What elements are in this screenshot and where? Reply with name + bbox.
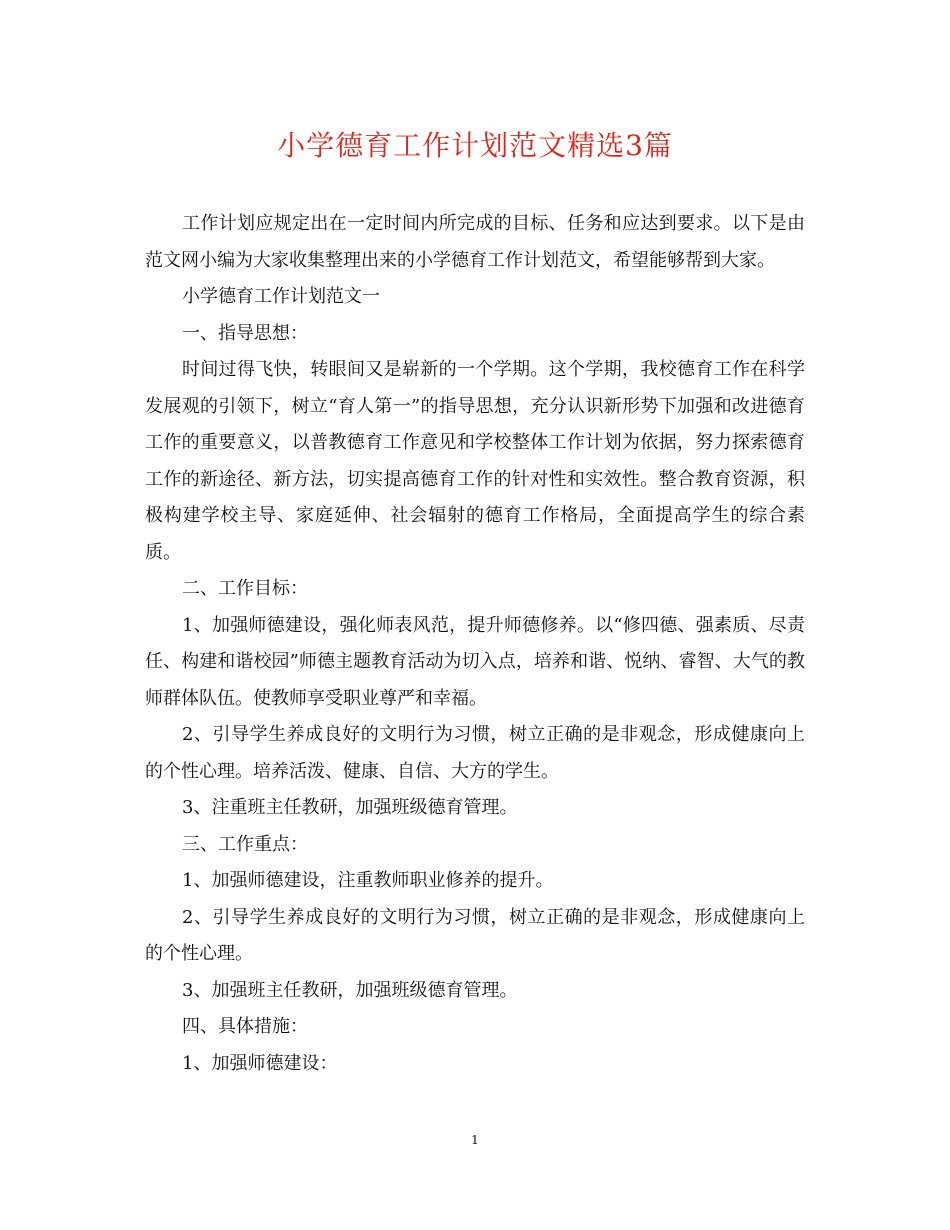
goal-item-2: 2、引导学生养成良好的文明行为习惯，树立正确的是非观念，形成健康向上的个性心理。培养活泼、健康、自信、大方的学生。	[145, 724, 805, 782]
document-title: 小学德育工作计划范文精选3篇	[277, 129, 673, 162]
focus-item-2: 2、引导学生养成良好的文明行为习惯，树立正确的是非观念，形成健康向上的个性心理。	[145, 906, 805, 964]
focus-item-1: 1、加强师德建设，注重教师职业修养的提升。	[182, 870, 554, 891]
page-number: 1	[471, 1133, 479, 1147]
subheading-work-goals: 二、工作目标：	[182, 578, 308, 599]
document-body	[145, 206, 805, 1082]
subheading-guiding-thought: 一、指导思想：	[182, 322, 308, 344]
goal-item-3: 3、注重班主任教研，加强班级德育管理。	[182, 797, 518, 818]
measure-item-1: 1、加强师德建设：	[182, 1052, 338, 1074]
goal-item-1: 1、加强师德建设，强化师表风范，提升师德修养。以“修四德、强素质、尽责任、构建和谐校园”师德主题教育活动为切入点，培养和谐、悦纳、睿智、大气的教师群体队伍。使教师享受职业尊严和幸福。	[145, 614, 805, 709]
subheading-specific-measures: 四、具体措施：	[182, 1016, 308, 1037]
focus-item-3: 3、加强班主任教研，加强班级德育管理。	[182, 979, 518, 1001]
subheading-work-focus: 三、工作重点：	[182, 833, 308, 855]
paragraph-guiding-thought: 时间过得飞快，转眼间又是崭新的一个学期。这个学期，我校德育工作在科学发展观的引领下，树立“育人第一”的指导思想，充分认识新形势下加强和改进德育工作的重要意义，以普教德育工作意见和学校整体工作计划为依据，努力探索德育工作的新途径、新方法，切实提高德育工作的针对性和实效性。整合教育资源，积极构建学校主导、家庭延伸、社会辐射的德育工作格局，全面提高学生的综合素质。	[145, 359, 805, 563]
intro-paragraph: 工作计划应规定出在一定时间内所完成的目标、任务和应达到要求。以下是由范文网小编为大家收集整理出来的小学德育工作计划范文，希望能够帮到大家。	[145, 213, 805, 271]
section-heading: 小学德育工作计划范文一	[182, 286, 380, 307]
